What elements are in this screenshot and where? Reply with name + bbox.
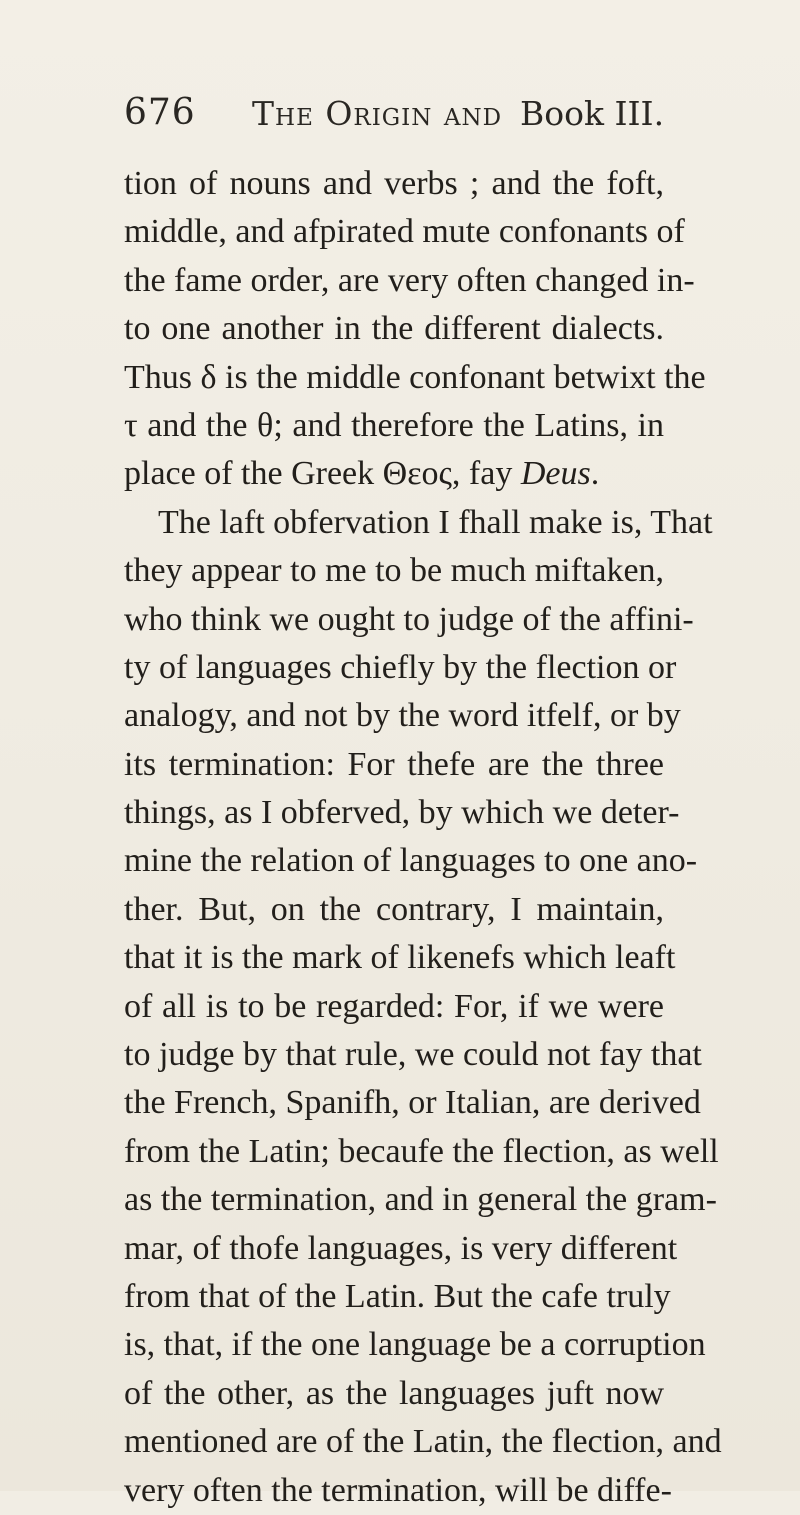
text-line: to one another in the different dialects.: [124, 310, 664, 348]
page-header: [124, 92, 665, 136]
text-line: from that of the Latin. But the cafe truly: [124, 1277, 671, 1315]
running-title-conjunction: and: [443, 94, 503, 133]
page-number: 676: [124, 92, 196, 133]
text-line: very often the termination, will be diffe-: [124, 1471, 672, 1509]
text-line: of the other, as the languages juft now: [124, 1374, 664, 1412]
text-line: the French, Spanifh, or Italian, are derived: [124, 1084, 701, 1122]
text-line: its termination: For thefe are the three: [124, 745, 664, 783]
text-line: to judge by that rule, we could not fay that: [124, 1036, 702, 1074]
book-label: Book III.: [520, 94, 665, 133]
text-line: of all is to be regarded: For, if we were: [124, 987, 664, 1025]
text-line: things, as I obferved, by which we deter-: [124, 794, 680, 832]
text-line: τ and the θ; and therefore the Latins, in: [124, 406, 664, 444]
text-line: is, that, if the one language be a corruption: [124, 1326, 706, 1364]
text-line: mine the relation of languages to one ano-: [124, 842, 698, 880]
running-title: [252, 94, 502, 133]
text-line: that it is the mark of likenefs which leaft: [124, 939, 676, 977]
text-line: ty of languages chiefly by the flection or: [124, 648, 677, 686]
text-line: tion of nouns and verbs ; and the foft,: [124, 165, 664, 202]
text-line: Thus δ is the middle confonant betwixt the: [124, 358, 706, 396]
text-line: middle, and afpirated mute confonants of: [124, 213, 685, 251]
text-line: analogy, and not by the word itfelf, or by: [124, 697, 681, 735]
text-line: The laft obfervation I fhall make is, That: [158, 503, 713, 541]
italic-word: Deus: [520, 455, 591, 493]
body-text: [124, 160, 722, 1515]
text-line: mentioned are of the Latin, the flection, and: [124, 1423, 722, 1461]
text-line: as the termination, and in general the gram-: [124, 1181, 717, 1219]
text-line: ther. But, on the contrary, I maintain,: [124, 890, 664, 928]
text-line: place of the Greek Θεος, fay Deus.: [124, 455, 600, 493]
text-line: mar, of thofe languages, is very different: [124, 1229, 678, 1267]
text-line: from the Latin; becaufe the flection, as well: [124, 1132, 719, 1170]
text-line: they appear to me to be much miftaken,: [124, 552, 665, 590]
text-line: who think we ought to judge of the affini-: [124, 600, 694, 638]
text-line: the fame order, are very often changed in-: [124, 261, 695, 299]
running-title-main: The Origin: [252, 94, 433, 133]
